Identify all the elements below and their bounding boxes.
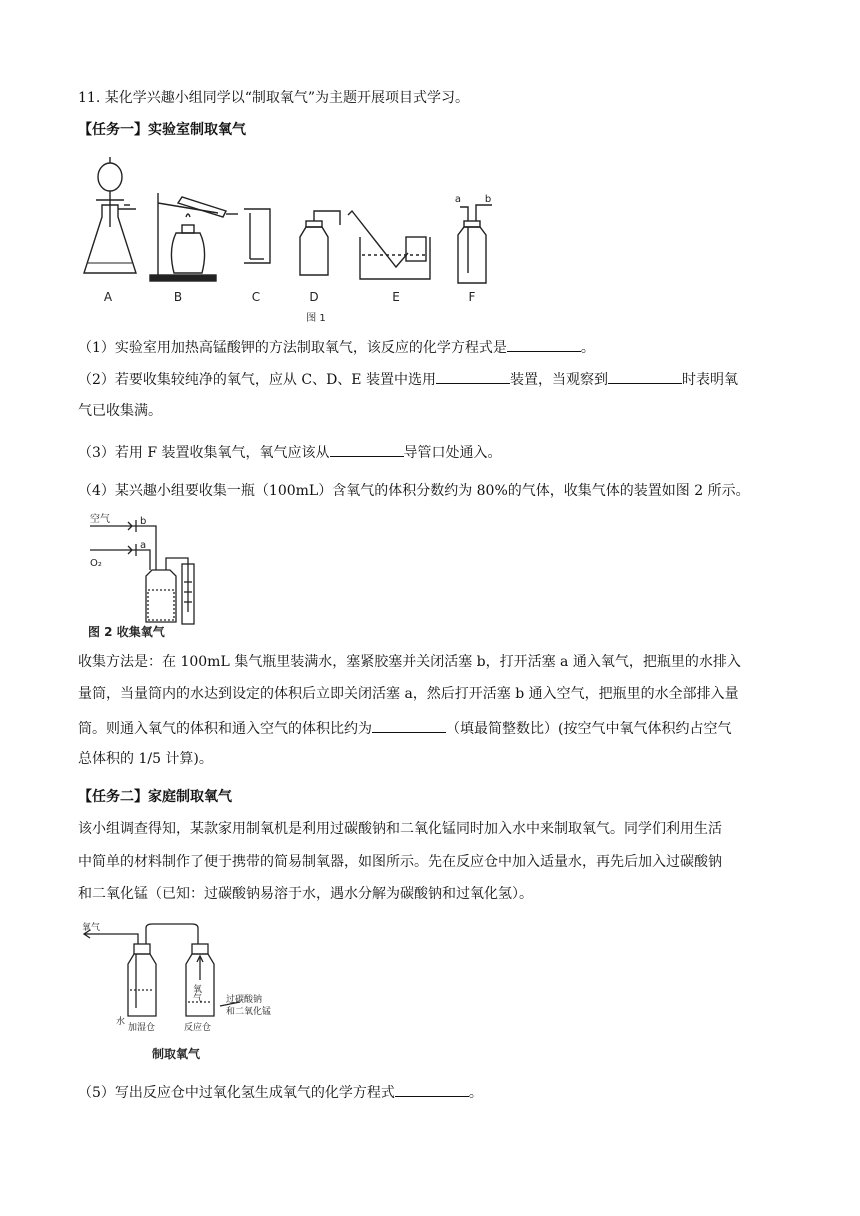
apparatus-b [150, 193, 238, 281]
method-line-4: 总体积的 1/5 计算)。 [78, 751, 213, 767]
home-line-1: 该小组调查得知，某款家用制氧机是利用过碳酸钠和二氧化锰同时加入水中来制取氧气。同学们利用生活 [78, 821, 722, 837]
label-c: C [251, 290, 261, 304]
apparatus-e [348, 211, 430, 279]
water-label: 水 [116, 1017, 126, 1027]
apparatus-f [458, 205, 492, 283]
label-e: E [392, 290, 400, 304]
apparatus-d [300, 211, 340, 275]
figure-1-apparatus [78, 155, 508, 327]
port-b-label: b [484, 194, 492, 205]
question-5: （5）写出反应仓中过氧化氢生成氧气的化学方程式 。 [78, 1081, 794, 1103]
question-intro: 11. 某化学兴趣小组同学以“制取氧气”为主题开展项目式学习。 [78, 90, 470, 106]
reactor-arrow-label: 氧气 [191, 984, 201, 1002]
question-2-line-1: （2）若要收集较纯净的氧气，应从 C、D、E 装置中选用 装置，当观察到 时表明氧 [78, 368, 794, 390]
home-line-3: 和二氧化锰（已知：过碳酸钠易溶于水，遇水分解为碳酸钠和过氧化氢）。 [78, 886, 533, 902]
figure-2-caption: 图 2 收集氧气 [88, 625, 165, 639]
reagent-label-2: 和二氧化锰 [226, 1007, 272, 1017]
label-d: D [309, 290, 319, 304]
question-4: （4）某兴趣小组要收集一瓶（100mL）含氧气的体积分数约为 80%的气体，收集气体的装置如图 2 所示。 [78, 483, 750, 499]
answer-blank-4[interactable] [372, 717, 446, 733]
method-line-2: 量筒，当量筒内的水达到设定的体积后立即关闭活塞 a，然后打开活塞 b 通入空气，把瓶里的水全部排入量 [78, 686, 739, 702]
o2-label: O₂ [90, 558, 102, 569]
answer-blank-1[interactable] [507, 336, 581, 352]
figure-3-caption: 制取氧气 [152, 1047, 201, 1061]
reagent-label-1: 过碳酸钠 [226, 995, 263, 1005]
port-a-label: a [454, 194, 462, 205]
reactor-label: 反应仓 [184, 1023, 212, 1033]
method-line-3: 筒。则通入氧气的体积和通入空气的体积比约为 （填最简整数比）(按空气中氧气体积约占空气 [78, 717, 794, 739]
answer-blank-3[interactable] [330, 441, 404, 457]
answer-blank-5[interactable] [395, 1081, 469, 1097]
figure-1-caption: 图 1 [306, 313, 326, 324]
task-one-heading: 【任务一】实验室制取氧气 [78, 122, 246, 138]
valve-a-label: a [140, 540, 147, 551]
oxygen-outlet-label: 氧气 [82, 923, 101, 933]
label-a: A [103, 290, 113, 304]
method-line-1: 收集方法是：在 100mL 集气瓶里装满水，塞紧胶塞并关闭活塞 b，打开活塞 a 通入氧气，把瓶里的水排入 [78, 654, 741, 670]
figure-2-collect-oxygen [84, 512, 224, 640]
label-b: B [173, 290, 183, 304]
home-line-2: 中简单的材料制作了便于携带的简易制氧器，如图所示。先在反应仓中加入适量水，再先后加入过碳酸钠 [78, 854, 722, 870]
air-label: 空气 [90, 514, 110, 525]
apparatus-a [84, 157, 136, 273]
task-two-heading: 【任务二】家庭制取氧气 [78, 789, 232, 805]
label-f: F [468, 290, 476, 304]
answer-blank-2b[interactable] [608, 368, 682, 384]
figure-3-oxygen-generator [80, 920, 300, 1066]
humidifier-label: 加湿仓 [128, 1023, 156, 1033]
valve-b-label: b [140, 516, 147, 527]
answer-blank-2a[interactable] [436, 368, 510, 384]
question-1: （1）实验室用加热高锰酸钾的方法制取氧气，该反应的化学方程式是 。 [78, 336, 794, 358]
question-2-line-2: 气已收集满。 [78, 403, 162, 419]
question-3: （3）若用 F 装置收集氧气，氧气应该从 导管口处通入。 [78, 441, 794, 463]
apparatus-c [244, 209, 270, 263]
